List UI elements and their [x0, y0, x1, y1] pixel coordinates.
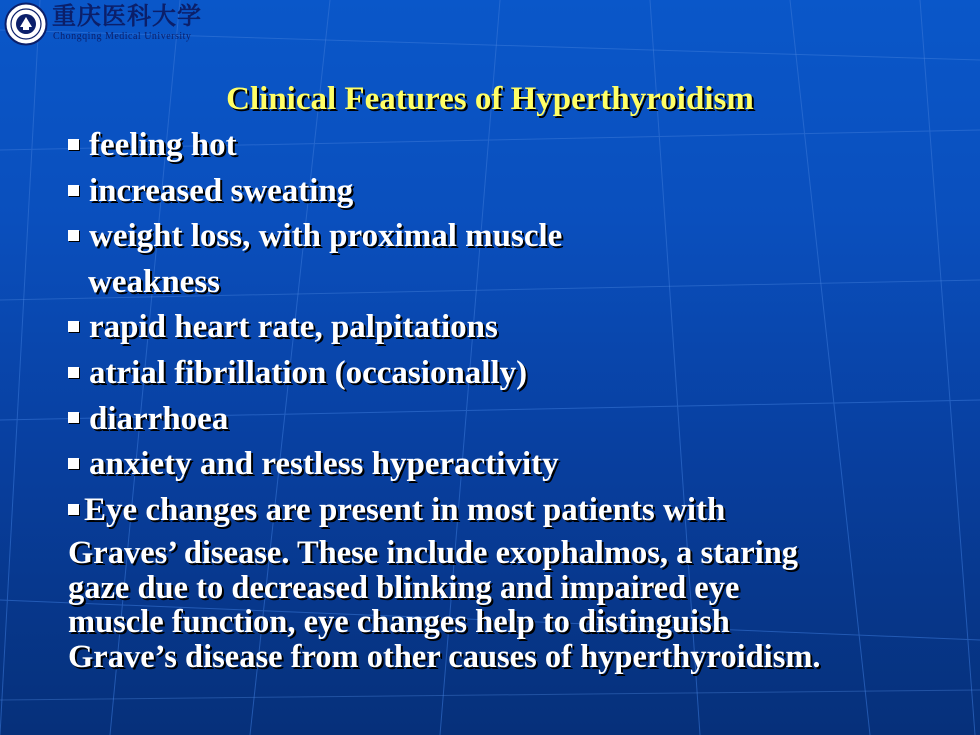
eye-changes-paragraph — [68, 536, 968, 674]
list-item — [68, 351, 562, 397]
bullet-square-icon — [68, 321, 79, 332]
list-item-text: anxiety and restless hyperactivity — [89, 446, 559, 483]
list-item-text: diarrhoea — [89, 400, 229, 437]
university-name-en: Chongqing Medical University — [53, 31, 192, 42]
university-seal-icon — [4, 2, 48, 46]
list-item — [68, 214, 562, 260]
bullet-square-icon — [68, 230, 79, 241]
list-item — [68, 397, 562, 443]
university-name-cn: 重庆医科大学 — [52, 1, 202, 30]
bullet-square-icon — [68, 412, 79, 423]
list-item-text: feeling hot — [89, 127, 237, 163]
bullet-square-icon — [68, 139, 79, 150]
list-item — [68, 169, 562, 215]
slide-title: Clinical Features of Hyperthyroidism — [226, 81, 754, 117]
list-item-text: weakness — [88, 263, 221, 300]
bullet-square-icon — [68, 185, 79, 196]
list-item-text: increased sweating — [89, 172, 354, 209]
paragraph-line: Graves’ disease. These include exophalmos, a staring — [68, 535, 799, 571]
bullet-square-icon — [68, 458, 79, 469]
eye-changes-first-line: Eye changes are present in most patients with — [84, 492, 726, 528]
paragraph-line: muscle function, eye changes help to distinguish — [68, 604, 730, 640]
list-item — [68, 305, 562, 351]
paragraph-line: gaze due to decreased blinking and impaired eye — [68, 569, 740, 606]
list-item-continuation — [68, 260, 562, 306]
eye-changes-heading — [68, 487, 725, 533]
bullet-square-icon — [68, 367, 79, 378]
list-item-text: atrial fibrillation (occasionally) — [89, 354, 528, 391]
list-item — [68, 123, 562, 169]
list-item-text: rapid heart rate, palpitations — [89, 309, 498, 346]
bullet-square-icon — [68, 504, 79, 515]
university-logo — [4, 2, 234, 46]
list-item-text: weight loss, with proximal muscle — [89, 218, 563, 255]
paragraph-line: Grave’s disease from other causes of hyperthyroidism. — [68, 638, 821, 675]
symptom-list — [68, 123, 562, 488]
list-item — [68, 442, 562, 488]
